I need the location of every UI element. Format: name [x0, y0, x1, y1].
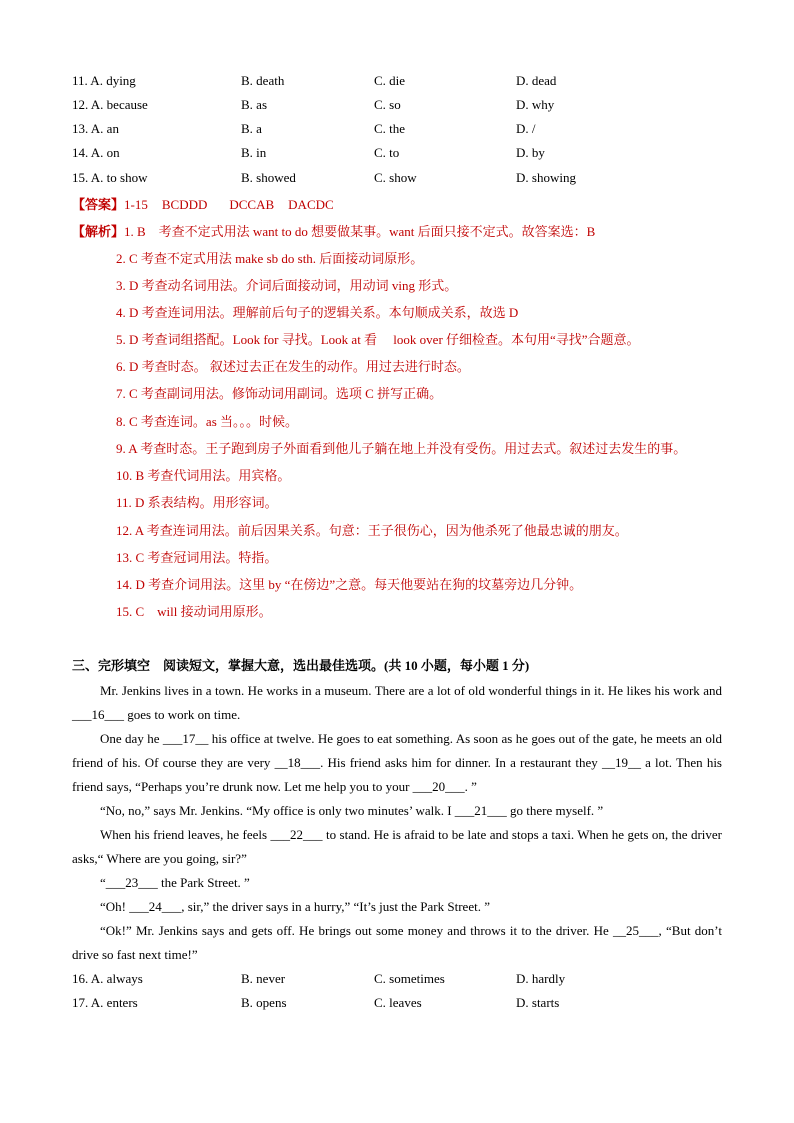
explanation-text: 1. B 考查不定式用法 want to do 想要做某事。want 后面只接不定式。故答案选：B	[124, 224, 596, 239]
option-c: C. the	[374, 121, 406, 136]
option-d: D. by	[516, 145, 545, 160]
answer-group-1: BCDDD	[161, 197, 208, 212]
passage-paragraph-1: Mr. Jenkins lives in a town. He works in a museum. There are a lot of old wonderful things in it. He likes his work and ___16___ goes to work on time.	[72, 683, 722, 722]
passage-paragraph-4: When his friend leaves, he feels ___22___ to stand. He is afraid to be late and stops a taxi. When he gets on, the driver asks,“ Where are you going, sir?”	[72, 827, 722, 866]
option-a: 17. A. enters	[72, 995, 138, 1010]
explanation-line-13: 13. C 考查冠词用法。特指。	[116, 550, 278, 565]
question-options-13	[72, 121, 732, 141]
question-options-12	[72, 97, 732, 117]
answer-range: 1-15	[124, 197, 148, 212]
option-b: B. as	[241, 97, 267, 112]
option-c: C. sometimes	[374, 971, 445, 986]
passage-paragraph-5: “___23___ the Park Street. ”	[100, 875, 250, 890]
option-c: C. die	[374, 73, 406, 88]
option-a: 14. A. on	[72, 145, 120, 160]
option-a: 11. A. dying	[72, 73, 136, 88]
option-a: 15. A. to show	[72, 170, 148, 185]
option-b: B. a	[241, 121, 262, 136]
question-options-11	[72, 73, 732, 93]
question-options-14	[72, 145, 732, 165]
explanation-line-7: 7. C 考查副词用法。修饰动词用副词。选项 C 拼写正确。	[116, 386, 443, 401]
explanation-line-12: 12. A 考查连词用法。前后因果关系。句意：王子很伤心，因为他杀死了他最忠诚的朋友。	[116, 523, 628, 538]
option-d: D. /	[516, 121, 536, 136]
option-d: D. starts	[516, 995, 560, 1010]
option-b: B. in	[241, 145, 267, 160]
explanation-line-4: 4. D 考查连词用法。理解前后句子的逻辑关系。本句顺成关系，故选 D	[116, 305, 519, 320]
question-options-17	[72, 995, 732, 1015]
passage-paragraph-6: “Oh! ___24___, sir,” the driver says in a hurry,” “It’s just the Park Street. ”	[100, 899, 490, 914]
question-options-16	[72, 971, 732, 991]
option-d: D. showing	[516, 170, 576, 185]
option-c: C. so	[374, 97, 401, 112]
option-a: 13. A. an	[72, 121, 119, 136]
explanation-line-1	[72, 221, 595, 240]
explanation-line-5: 5. D 考查词组搭配。Look for 寻找。Look at 看 look over 仔细检查。本句用“寻找”合题意。	[116, 332, 640, 347]
option-b: B. never	[241, 971, 286, 986]
option-a: 16. A. always	[72, 971, 143, 986]
option-d: D. why	[516, 97, 555, 112]
option-d: D. hardly	[516, 971, 566, 986]
passage-paragraph-7: “Ok!” Mr. Jenkins says and gets off. He brings out some money and throws it to the driver. He __25___, “But don’t drive so fast next time!”	[72, 923, 722, 962]
explanation-line-8: 8. C 考查连词。as 当。。。时候。	[116, 414, 299, 429]
option-a: 12. A. because	[72, 97, 148, 112]
explanation-line-10: 10. B 考查代词用法。用宾格。	[116, 468, 291, 483]
section-title: 三、完形填空 阅读短文，掌握大意，选出最佳选项。(共 10 小题，每小题 1 分)	[72, 658, 530, 673]
answer-group-2: DCCAB	[229, 197, 275, 212]
option-b: B. showed	[241, 170, 296, 185]
answer-key	[72, 194, 334, 213]
option-b: B. death	[241, 73, 285, 88]
option-c: C. to	[374, 145, 400, 160]
explanation-line-3: 3. D 考查动名词用法。介词后面接动词，用动词 ving 形式。	[116, 278, 458, 293]
answer-tag: 【答案】	[72, 197, 125, 212]
question-options-15	[72, 170, 732, 190]
explanation-tag: 【解析】	[72, 224, 125, 239]
option-b: B. opens	[241, 995, 287, 1010]
answer-group-3: DACDC	[288, 197, 334, 212]
explanation-line-2: 2. C 考查不定式用法 make sb do sth. 后面接动词原形。	[116, 251, 424, 266]
explanation-line-6: 6. D 考查时态。 叙述过去正在发生的动作。用过去进行时态。	[116, 359, 470, 374]
option-c: C. leaves	[374, 995, 422, 1010]
explanation-line-15: 15. C will 接动词用原形。	[116, 604, 272, 619]
option-c: C. show	[374, 170, 417, 185]
passage-paragraph-3: “No, no,” says Mr. Jenkins. “My office is only two minutes’ walk. I ___21___ go there myself. ”	[100, 803, 604, 818]
option-d: D. dead	[516, 73, 557, 88]
explanation-line-14: 14. D 考查介词用法。这里 by “在傍边”之意。每天他要站在狗的坟墓旁边几分钟。	[116, 577, 583, 592]
explanation-line-11: 11. D 系表结构。用形容词。	[116, 495, 278, 510]
passage-paragraph-2: One day he ___17__ his office at twelve. He goes to eat something. As soon as he goes out of the gate, he meets an old friend of his. Of course they are very __18___. His friend asks him for dinner. In a restaurant they __19__ a lot. Then his friend says, “Perhaps you’re drunk now. Let me help you to your ___20___. ”	[72, 731, 722, 794]
explanation-line-9: 9. A 考查时态。王子跑到房子外面看到他儿子躺在地上并没有受伤。用过去式。叙述过去发生的事。	[116, 441, 687, 456]
